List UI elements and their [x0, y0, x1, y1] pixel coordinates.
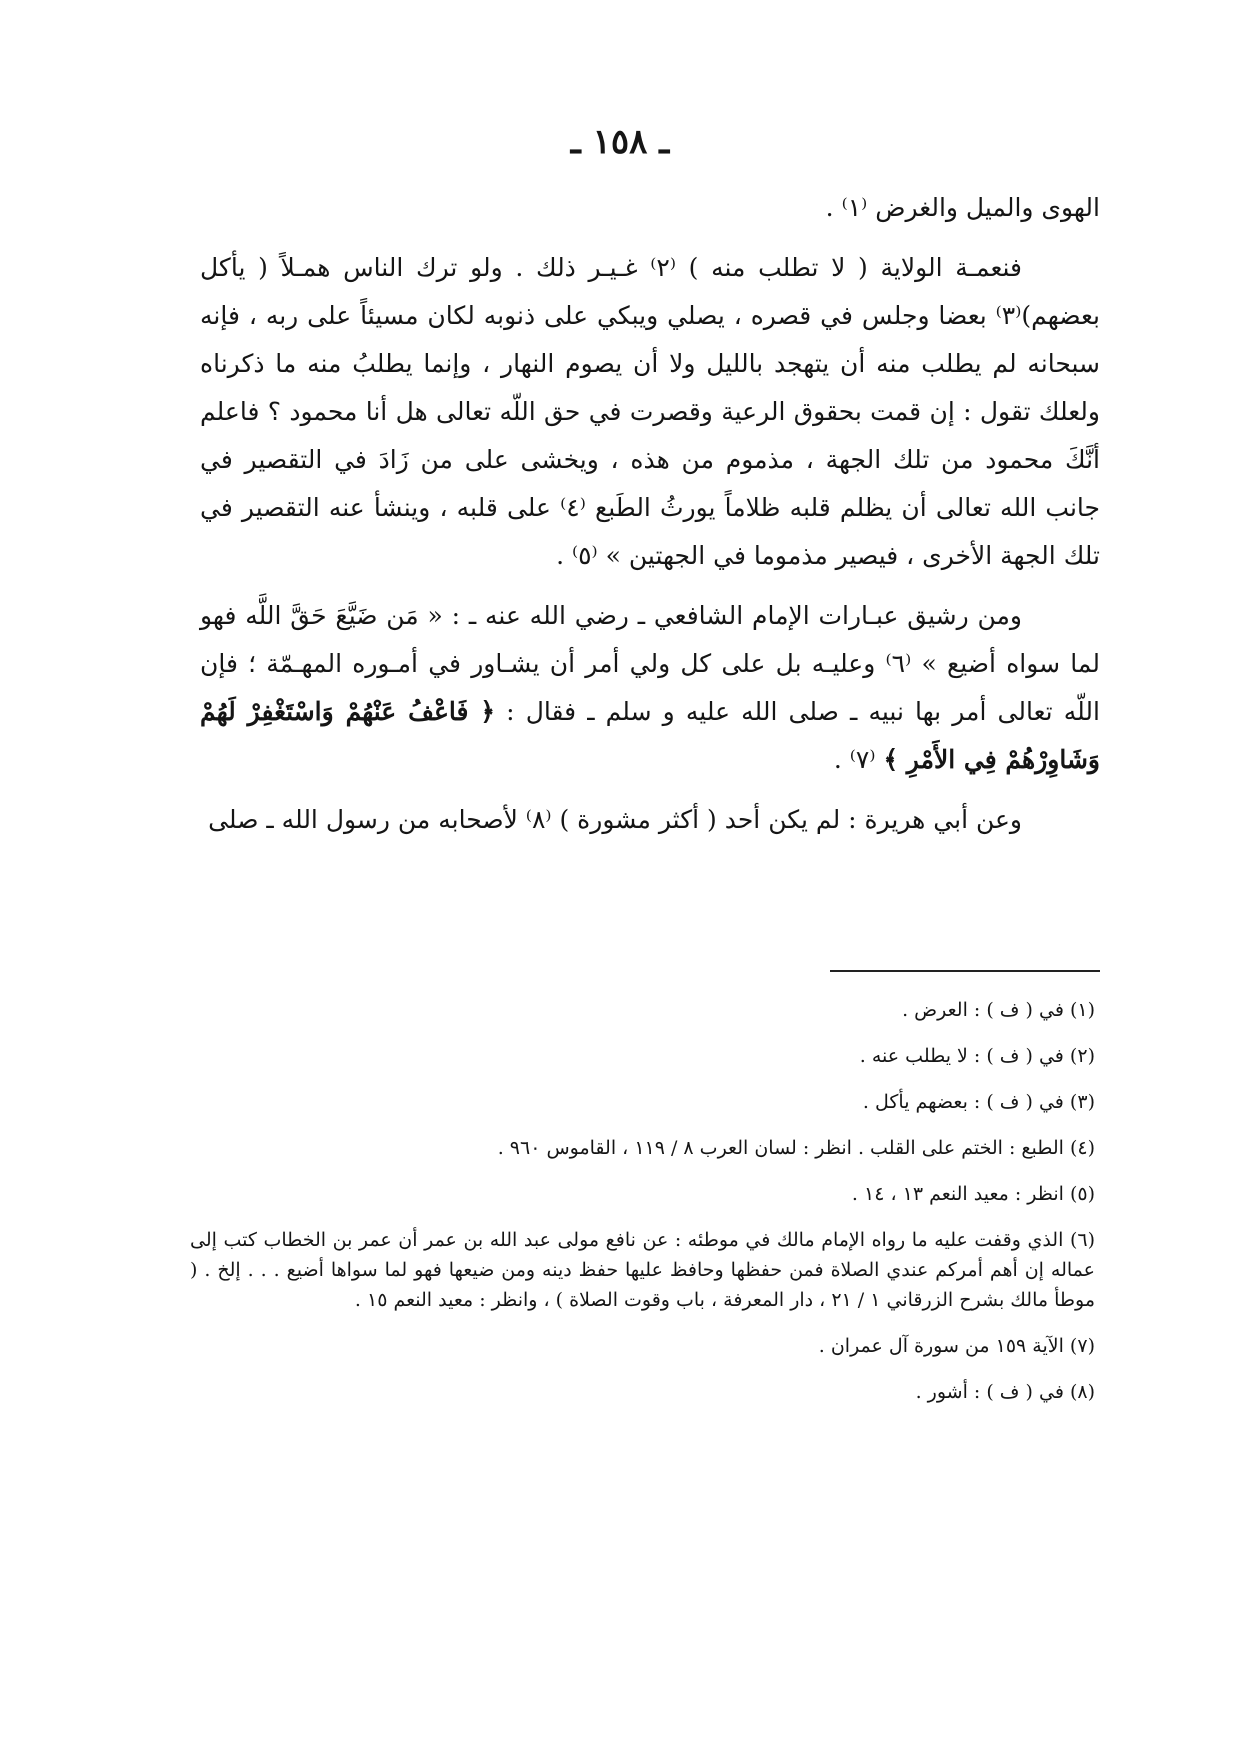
paragraph-1: الهوى والميل والغرض ⁽١⁾ .	[825, 193, 1100, 222]
footnote-1: (١) في ( ف ) : العرض .	[902, 999, 1095, 1021]
paragraph-3	[200, 592, 1100, 784]
main-text-body	[200, 184, 1100, 856]
footnote-6: (٦) الذي وقفت عليه ما رواه الإمام مالك في موطئه : عن نافع مولى عبد الله بن عمر أن عمر بن الخطاب كتب إلى عماله إن أهم أمركم عندي الصلاة فمن حفظها وحافظ عليها حفظ دينه ومن ضيعها فهو لما سواها أضيع . . . إلخ . ( موطأ مالك بشرح الزرقاني ١ / ٢١ ، دار المعرفة ، باب وقوت الصلاة ) ، وانظر : معيد النعم ١٥ .	[190, 1229, 1095, 1311]
quran-verse: ﴿ فَاعْفُ عَنْهُمْ وَاسْتَغْفِرْ لَهُمْ وَشَاوِرْهُمْ فِي الأَمْرِ ﴾	[200, 697, 1100, 774]
footnote-3: (٣) في ( ف ) : بعضهم يأكل .	[862, 1091, 1095, 1113]
footnote-2: (٢) في ( ف ) : لا يطلب عنه .	[859, 1045, 1095, 1067]
quran-footnote-marker: ⁽٧⁾ .	[833, 745, 876, 774]
page-number: ـ ١٥٨ ـ	[570, 122, 670, 162]
footnote-separator	[830, 970, 1100, 972]
paragraph-4: وعن أبي هريرة : لم يكن أحد ( أكثر مشورة ) ⁽٨⁾ لأصحابه من رسول الله ـ صلى	[208, 805, 1022, 834]
paragraph-2: فنعمـة الولاية ( لا تطلب منه ) ⁽٢⁾ غـيـر ذلك . ولو ترك الناس همـلاً ( يأكل بعضهم)⁽٣⁾ بعضا وجلس في قصره ، يصلي ويبكي على ذنوبه لكان مسيئاً على ربه ، فإنه سبحانه لم يطلب منه أن يتهجد بالليل ولا أن يصوم النهار ، وإنما يطلبُ منه ما ذكرناه ولعلك تقول : إن قمت بحقوق الرعية وقصرت في حق اللّه تعالى هل أنا محمود ؟ فاعلم أنَّكَ محمود من تلك الجهة ، مذموم من هذه ، ويخشى على من زَادَ في التقصير في جانب الله تعالى أن يظلم قلبه ظلاماً يورثُ الطَبع ⁽٤⁾ على قلبه ، وينشأ عنه التقصير في تلك الجهة الأخرى ، فيصير مذموما في الجهتين » ⁽٥⁾ .	[200, 253, 1100, 570]
footnote-8: (٨) في ( ف ) : أشور .	[915, 1381, 1095, 1403]
footnote-7: (٧) الآية ١٥٩ من سورة آل عمران .	[818, 1335, 1095, 1357]
paragraph-3-text: ومن رشيق عبـارات الإمام الشافعي ـ رضي الله عنه ـ : « مَن ضَيَّعَ حَقَّ اللَّه فهو لما سواه أضيع » ⁽٦⁾ وعليـه بل على كل ولي أمر أن يشـاور في أمـوره المهـمّة ؛ فإن اللّه تعالى أمر بها نبيه ـ صلى الله عليه و سلم ـ فقال :	[200, 601, 1100, 726]
footnote-4: (٤) الطبع : الختم على القلب . انظر : لسان العرب ٨ / ١١٩ ، القاموس ٩٦٠ .	[497, 1137, 1095, 1159]
footnotes-section	[190, 995, 1095, 1423]
footnote-5: (٥) انظر : معيد النعم ١٣ ، ١٤ .	[851, 1183, 1095, 1205]
